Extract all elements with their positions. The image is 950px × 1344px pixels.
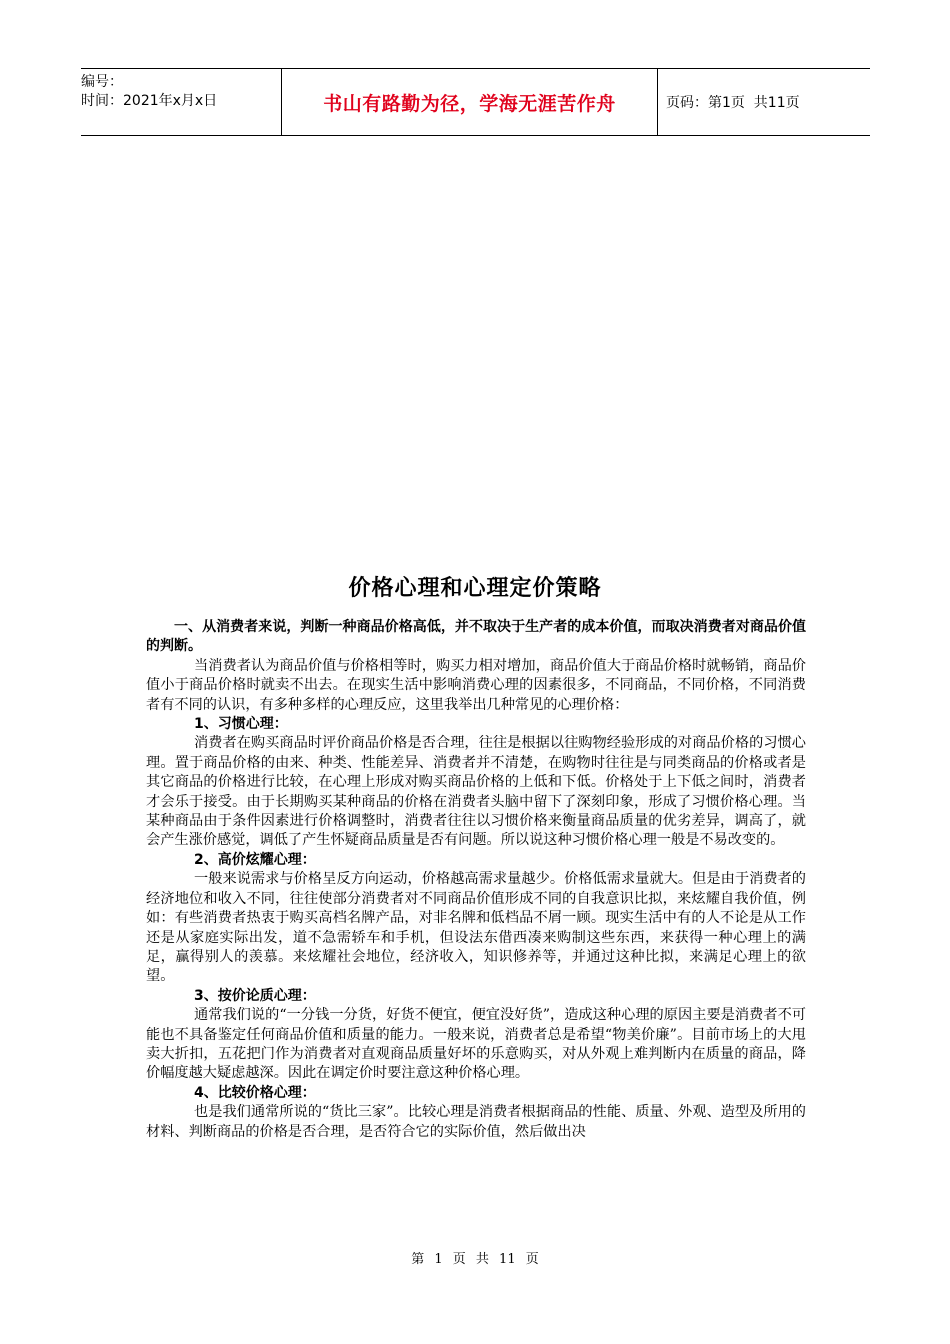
header-page-cell — [658, 69, 870, 135]
item-heading-price-quality: 3、按价论质心理： — [194, 987, 316, 1004]
item-text-price-quality: 通常我们说的“一分钱一分货，好货不便宜，便宜没好货”，造成这种心理的原因主要是消费者不可能也不具备鉴定任何商品价值和质量的能力。一般来说，消费者总是希望“物美价廉”。目前市场上的大甩卖大折扣，五花把门作为消费者对直观商品质量好坏的乐意购买，对从外观上难判断内在质量的商品，降价幅度越大疑虑越深。因此在调定价时要注意这种价格心理。 — [146, 1007, 806, 1082]
item-heading-show-off: 2、高价炫耀心理： — [194, 851, 316, 868]
header-left-cell — [81, 69, 282, 135]
time-label: 时间：2021年x月x日 — [81, 93, 218, 109]
document-body — [146, 618, 806, 1142]
item-heading-compare: 4、比较价格心理： — [194, 1084, 316, 1101]
item-text-habit: 消费者在购买商品时评价商品价格是否合理，往往是根据以往购物经验形成的对商品价格的习惯心理。置于商品价格的由来、种类、性能差异、消费者并不清楚，在购物时往往是与同类商品的价格或者是其它商品的价格进行比较，在心理上形成对购买商品价格的上低和下低。价格处于上下低之间时，消费者才会乐于接受。由于长期购买某种商品的价格在消费者头脑中留下了深刻印象，形成了习惯价格心理。当某种商品由于条件因素进行价格调整时，消费者往往以习惯价格来衡量商品质量的优劣差异，调高了，就会产生涨价感觉，调低了产生怀疑商品质量是否有问题。所以说这种习惯价格心理一般是不易改变的。 — [146, 735, 806, 849]
page-header — [81, 68, 870, 136]
header-motto-cell — [282, 69, 658, 135]
intro-paragraph: 当消费者认为商品价值与价格相等时，购买力相对增加，商品价值大于商品价格时就畅销，商品价值小于商品价格时就卖不出去。在现实生活中影响消费心理的因素很多，不同商品，不同价格，不同消费者有不同的认识，有多种多样的心理反应，这里我举出几种常见的心理价格： — [146, 657, 806, 713]
document-title: 价格心理和心理定价策略 — [348, 576, 602, 601]
item-text-show-off: 一般来说需求与价格呈反方向运动，价格越高需求量越少。价格低需求量就大。但是由于消费者的经济地位和收入不同，往往使部分消费者对不同商品价值形成不同的自我意识比拟，来炫耀自我价值，例如：有些消费者热衷于购买高档名牌产品，对非名牌和低档品不屑一顾。现实生活中有的人不论是从工作还是从家庭实际出发，道不急需轿车和手机，但设法东借西凑来购制这些东西，来获得一种心理上的满足，赢得别人的羡慕。来炫耀社会地位，经济收入，知识修养等，并通过这种比拟，来满足心理上的欲望。 — [146, 871, 806, 985]
section-heading: 一、从消费者来说，判断一种商品价格高低，并不取决于生产者的成本价值，而取决消费者对商品价值的判断。 — [146, 619, 806, 655]
item-text-compare: 也是我们通常所说的“货比三家”。比较心理是消费者根据商品的性能、质量、外观、造型及所用的材料、判断商品的价格是否合理，是否符合它的实际价值，然后做出决 — [146, 1104, 806, 1140]
page-footer: 第 1 页 共 11 页 — [411, 1252, 539, 1267]
page-info: 页码：第1页 共11页 — [666, 95, 800, 111]
item-heading-habit: 1、习惯心理： — [194, 716, 288, 733]
motto-text: 书山有路勤为径，学海无涯苦作舟 — [323, 92, 616, 115]
number-label: 编号： — [81, 74, 123, 90]
